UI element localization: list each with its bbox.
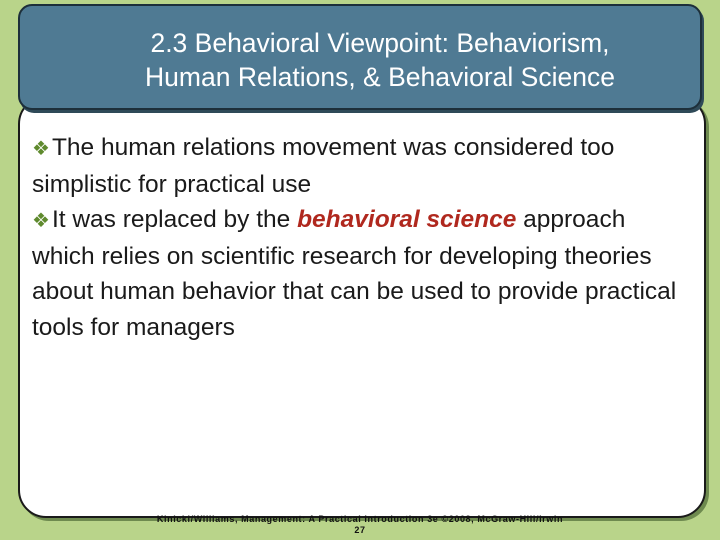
slide-title-line-1: 2.3 Behavioral Viewpoint: Behaviorism, [150,28,610,58]
bullet-item-2-text-before: It was replaced by the [51,206,298,233]
title-bar [18,4,702,110]
bullet-item-1-text: The human relations movement was considered too simplistic for practical use [32,134,615,198]
diamond-bullet-icon: ❖ [32,208,50,232]
bullet-item-2 [32,202,682,345]
bullet-item-2-text-after: approach which relies on scientific research for developing theories about human behavior that can be used to provide practical tools for managers [32,206,677,341]
footer [60,514,660,536]
page-number: 27 [354,525,366,535]
diamond-bullet-icon: ❖ [32,136,50,160]
slide-title [50,26,710,94]
footer-citation: Kinicki/Williams, Management: A Practical Introduction 3e ©2008, McGraw-Hill/Irwin [156,514,564,524]
slide-title-line-2: Human Relations, & Behavioral Science [145,62,615,92]
bullet-item-1 [32,130,682,202]
emphasized-term: behavioral science [297,206,517,233]
bullet-list [32,130,682,345]
